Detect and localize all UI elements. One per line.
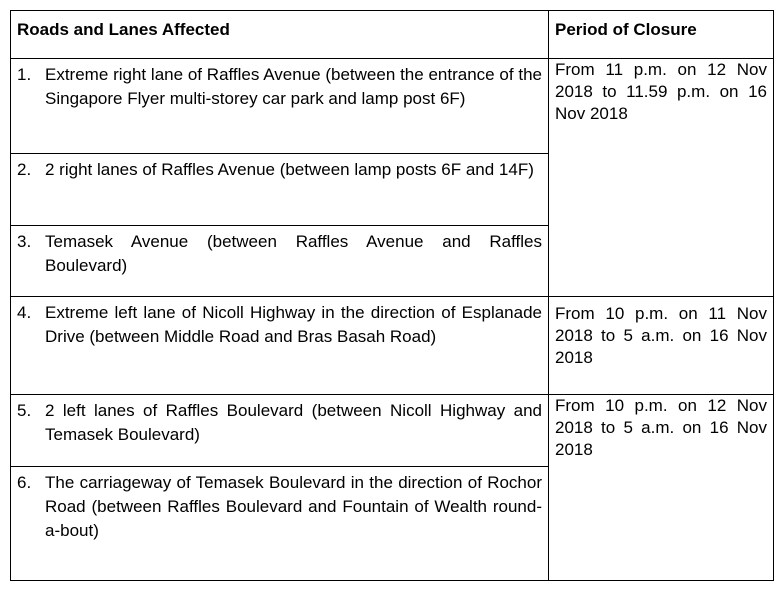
road-cell [11,395,549,467]
period-cell [549,59,774,297]
road-cell [11,297,549,395]
item-number: 4. [17,303,32,322]
item-number: 6. [17,473,32,492]
period-text: From 10 p.m. on 11 Nov 2018 to 5 a.m. on 16 Nov 2018 [555,304,767,367]
header-roads: Roads and Lanes Affected [11,11,549,59]
table-row [11,297,774,395]
item-number: 5. [17,401,32,420]
period-cell [549,395,774,581]
period-text: From 11 p.m. on 12 Nov 2018 to 11.59 p.m. on 16 Nov 2018 [555,60,767,123]
road-cell [11,154,549,226]
table-row [11,59,774,154]
road-description: The carriageway of Temasek Boulevard in the direction of Rochor Road (between Raffles Boulevard and Fountain of Wealth round-a-bout) [45,473,542,540]
item-number: 2. [17,160,32,179]
road-description: Extreme right lane of Raffles Avenue (between the entrance of the Singapore Flyer multi-storey car park and lamp post 6F) [45,65,542,108]
road-cell [11,467,549,581]
road-description: Temasek Avenue (between Raffles Avenue and Raffles Boulevard) [45,232,542,275]
header-period: Period of Closure [549,11,774,59]
table-row [11,395,774,467]
road-cell [11,226,549,297]
table-header-row [11,11,774,59]
road-cell [11,59,549,154]
period-text: From 10 p.m. on 12 Nov 2018 to 5 a.m. on 16 Nov 2018 [555,396,767,459]
road-description: Extreme left lane of Nicoll Highway in the direction of Esplanade Drive (between Middle Road and Bras Basah Road) [45,303,542,346]
road-description: 2 right lanes of Raffles Avenue (between lamp posts 6F and 14F) [45,160,534,179]
road-description: 2 left lanes of Raffles Boulevard (between Nicoll Highway and Temasek Boulevard) [45,401,542,444]
road-closure-table [10,10,774,581]
item-number: 3. [17,232,32,251]
item-number: 1. [17,65,32,84]
period-cell [549,297,774,395]
